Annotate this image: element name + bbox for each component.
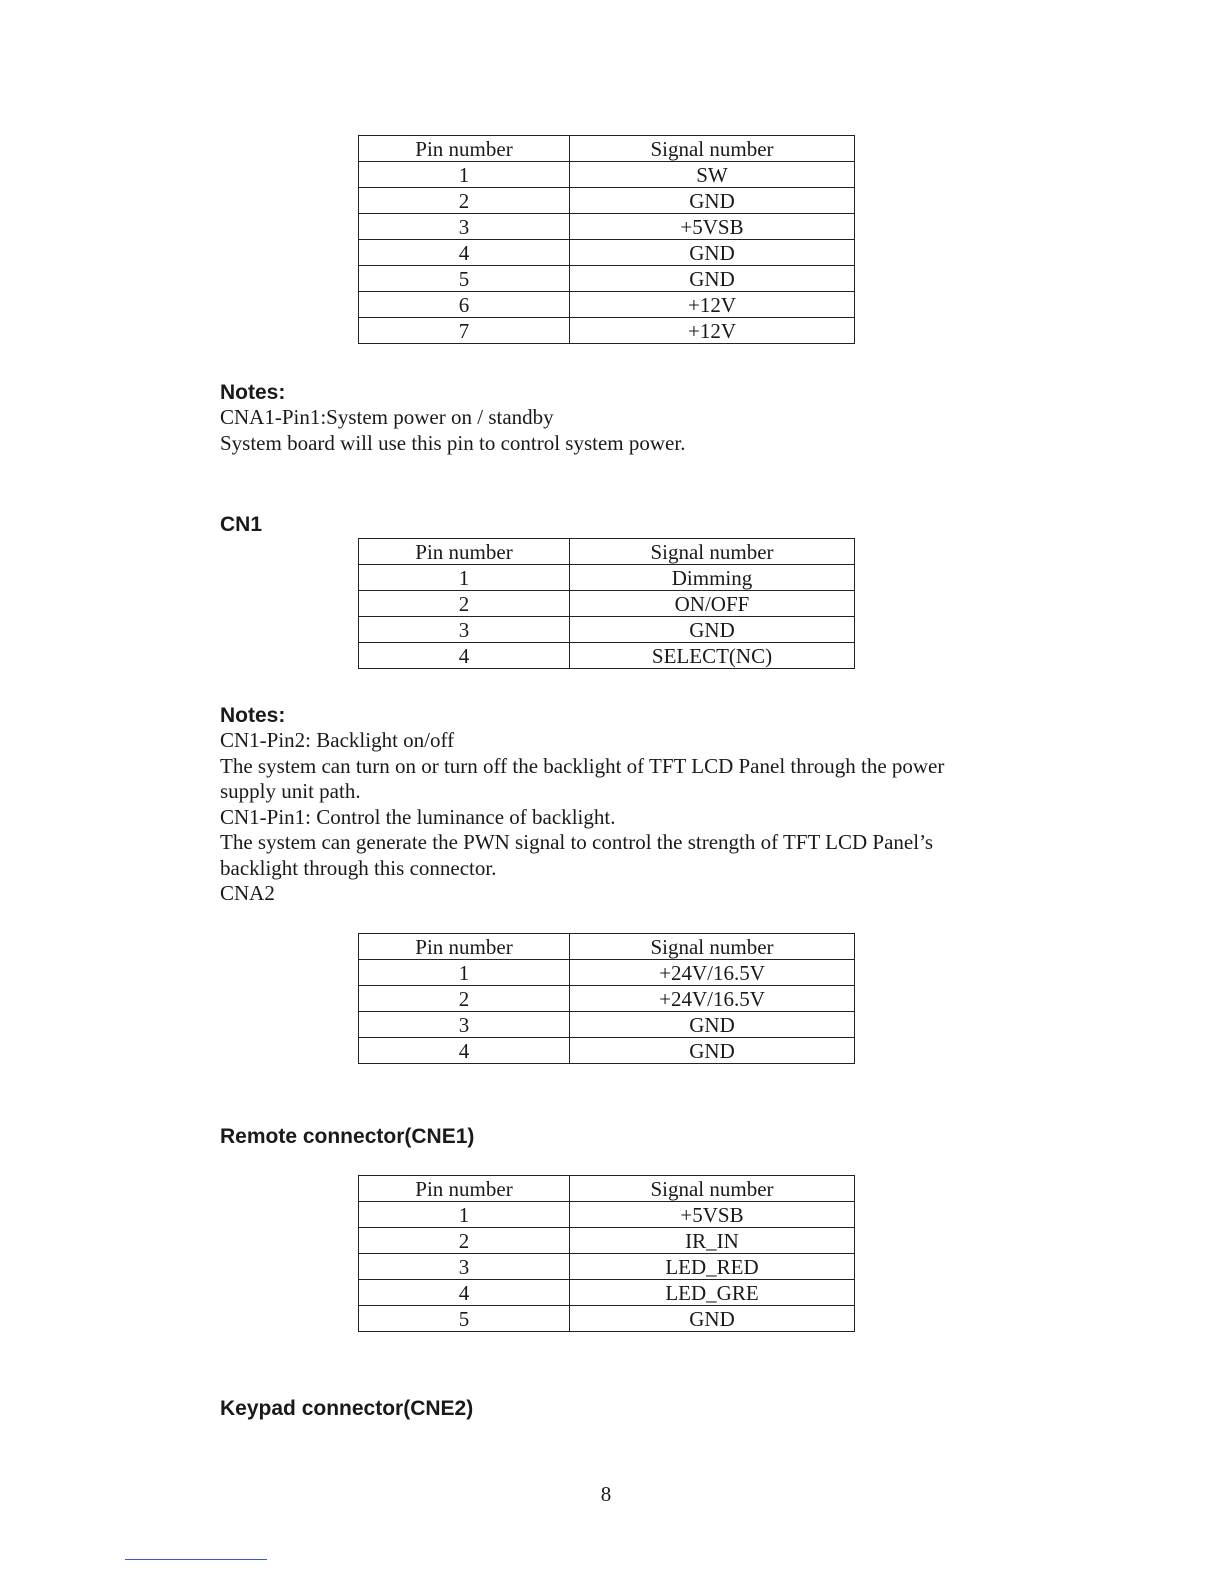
pin-cell: 4 xyxy=(359,1038,570,1064)
table-header-row xyxy=(359,1176,855,1202)
notes-line: CNA2 xyxy=(220,881,275,905)
table-row xyxy=(359,565,855,591)
signal-cell: +24V/16.5V xyxy=(570,960,855,986)
notes-line: supply unit path. xyxy=(220,779,361,803)
signal-cell: GND xyxy=(570,1012,855,1038)
signal-cell: LED_GRE xyxy=(570,1280,855,1306)
table-row xyxy=(359,1228,855,1254)
signal-cell: +12V xyxy=(570,318,855,344)
notes-line: CN1-Pin2: Backlight on/off xyxy=(220,728,455,752)
table-row xyxy=(359,188,855,214)
notes-line: The system can turn on or turn off the backlight of TFT LCD Panel through the power xyxy=(220,753,945,778)
section-heading-keypad: Keypad connector(CNE2) xyxy=(220,1397,474,1420)
signal-cell: ON/OFF xyxy=(570,591,855,617)
pin-table-cne1 xyxy=(358,1175,855,1332)
signal-cell: +5VSB xyxy=(570,214,855,240)
column-header-pin: Pin number xyxy=(359,136,570,162)
pin-cell: 4 xyxy=(359,240,570,266)
signal-cell: SW xyxy=(570,162,855,188)
pin-cell: 7 xyxy=(359,318,570,344)
table-row xyxy=(359,240,855,266)
column-header-pin: Pin number xyxy=(359,1176,570,1202)
pin-cell: 1 xyxy=(359,960,570,986)
page-number: 8 xyxy=(600,1482,612,1506)
column-header-signal: Signal number xyxy=(570,934,855,960)
table-row xyxy=(359,1280,855,1306)
pin-cell: 3 xyxy=(359,214,570,240)
table-row xyxy=(359,292,855,318)
pin-cell: 4 xyxy=(359,1280,570,1306)
signal-cell: GND xyxy=(570,1038,855,1064)
pin-cell: 3 xyxy=(359,1012,570,1038)
pin-table-cna2 xyxy=(358,933,855,1064)
notes-line: backlight through this connector. xyxy=(220,855,497,880)
column-header-signal: Signal number xyxy=(570,539,855,565)
table-row xyxy=(359,1038,855,1064)
table-header-row xyxy=(359,539,855,565)
signal-cell: LED_RED xyxy=(570,1254,855,1280)
table-row xyxy=(359,617,855,643)
signal-cell: GND xyxy=(570,240,855,266)
column-header-pin: Pin number xyxy=(359,539,570,565)
signal-cell: Dimming xyxy=(570,565,855,591)
table-row xyxy=(359,318,855,344)
signal-cell: GND xyxy=(570,1306,855,1332)
pin-cell: 1 xyxy=(359,162,570,188)
table-row xyxy=(359,1306,855,1332)
table-row xyxy=(359,643,855,669)
table-row xyxy=(359,1254,855,1280)
signal-cell: +5VSB xyxy=(570,1202,855,1228)
table-row xyxy=(359,266,855,292)
signal-cell: GND xyxy=(570,188,855,214)
table-row xyxy=(359,1202,855,1228)
table-row xyxy=(359,986,855,1012)
signal-cell: GND xyxy=(570,266,855,292)
pin-cell: 6 xyxy=(359,292,570,318)
pin-cell: 1 xyxy=(359,565,570,591)
column-header-signal: Signal number xyxy=(570,1176,855,1202)
column-header-pin: Pin number xyxy=(359,934,570,960)
table-row xyxy=(359,214,855,240)
section-heading-remote: Remote connector(CNE1) xyxy=(220,1125,475,1148)
signal-cell: SELECT(NC) xyxy=(570,643,855,669)
section-heading-cn1: CN1 xyxy=(220,513,263,536)
column-header-signal: Signal number xyxy=(570,136,855,162)
pin-cell: 2 xyxy=(359,591,570,617)
pin-cell: 4 xyxy=(359,643,570,669)
signal-cell: GND xyxy=(570,617,855,643)
table-row xyxy=(359,960,855,986)
notes-heading: Notes: xyxy=(220,381,286,404)
pin-cell: 1 xyxy=(359,1202,570,1228)
notes-line: CNA1-Pin1:System power on / standby xyxy=(220,405,554,429)
pin-cell: 2 xyxy=(359,188,570,214)
table-row xyxy=(359,591,855,617)
notes-line: The system can generate the PWN signal to control the strength of TFT LCD Panel’s xyxy=(220,830,934,854)
pin-cell: 3 xyxy=(359,1254,570,1280)
signal-cell: +24V/16.5V xyxy=(570,986,855,1012)
notes-line: System board will use this pin to control system power. xyxy=(220,430,686,455)
pin-cell: 2 xyxy=(359,986,570,1012)
signal-cell: IR_IN xyxy=(570,1228,855,1254)
notes-text xyxy=(220,405,1020,456)
footnote-separator xyxy=(125,1559,267,1560)
pin-table-cn1 xyxy=(358,538,855,669)
table-header-row xyxy=(359,934,855,960)
notes-heading: Notes: xyxy=(220,704,286,727)
pin-cell: 2 xyxy=(359,1228,570,1254)
signal-cell: +12V xyxy=(570,292,855,318)
pin-table-cna1 xyxy=(358,135,855,344)
notes-line: CN1-Pin1: Control the luminance of backlight. xyxy=(220,804,616,829)
table-header-row xyxy=(359,136,855,162)
table-row xyxy=(359,162,855,188)
pin-cell: 3 xyxy=(359,617,570,643)
pin-cell: 5 xyxy=(359,1306,570,1332)
notes-text xyxy=(220,728,1020,907)
table-row xyxy=(359,1012,855,1038)
pin-cell: 5 xyxy=(359,266,570,292)
